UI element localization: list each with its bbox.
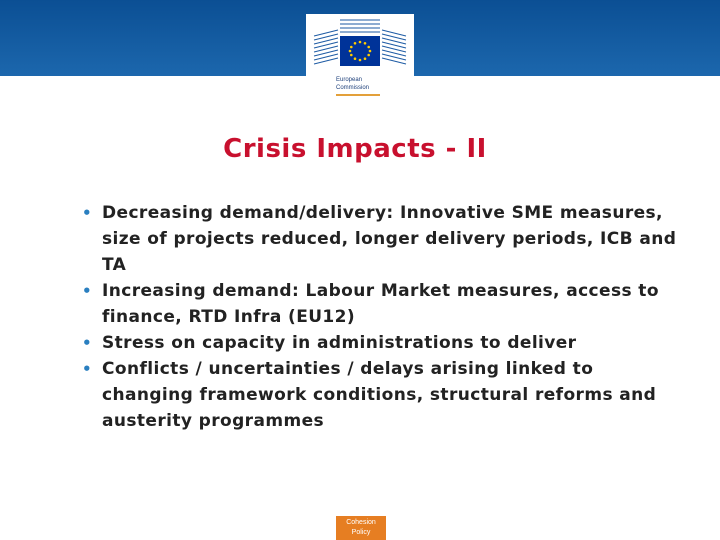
- badge-line2: Policy: [351, 529, 371, 536]
- bullet-item: [78, 200, 688, 278]
- bullet-item: [78, 356, 688, 434]
- bullet-dot-icon: •: [82, 204, 92, 222]
- badge-line1: Cohesion: [346, 519, 376, 526]
- berlaymont-building-icon: [310, 16, 410, 76]
- logo-text: [336, 76, 406, 92]
- bullet-list: [78, 200, 688, 434]
- logo-text-line1: European: [336, 77, 363, 83]
- bullet-item: [78, 278, 688, 330]
- bullet-dot-icon: •: [82, 360, 92, 378]
- logo-text-line2: Commission: [336, 85, 370, 91]
- bullet-text: Conflicts / uncertainties / delays arising linked to changing framework conditions, structural reforms and austerity programmes: [102, 359, 657, 431]
- slide-title: Crisis Impacts - II: [223, 134, 487, 164]
- bullet-text: Decreasing demand/delivery: Innovative SME measures, size of projects reduced, longer delivery periods, ICB and TA: [102, 203, 677, 275]
- cohesion-policy-badge: [336, 516, 386, 540]
- bullet-text: Increasing demand: Labour Market measures, access to finance, RTD Infra (EU12): [102, 281, 659, 327]
- bullet-dot-icon: •: [82, 282, 92, 300]
- eu-flag-icon: [340, 36, 380, 66]
- logo-accent-line: [336, 94, 380, 96]
- bullet-item: [78, 330, 688, 356]
- european-commission-logo: [306, 14, 414, 100]
- bullet-dot-icon: •: [82, 334, 92, 352]
- bullet-text: Stress on capacity in administrations to deliver: [102, 333, 577, 353]
